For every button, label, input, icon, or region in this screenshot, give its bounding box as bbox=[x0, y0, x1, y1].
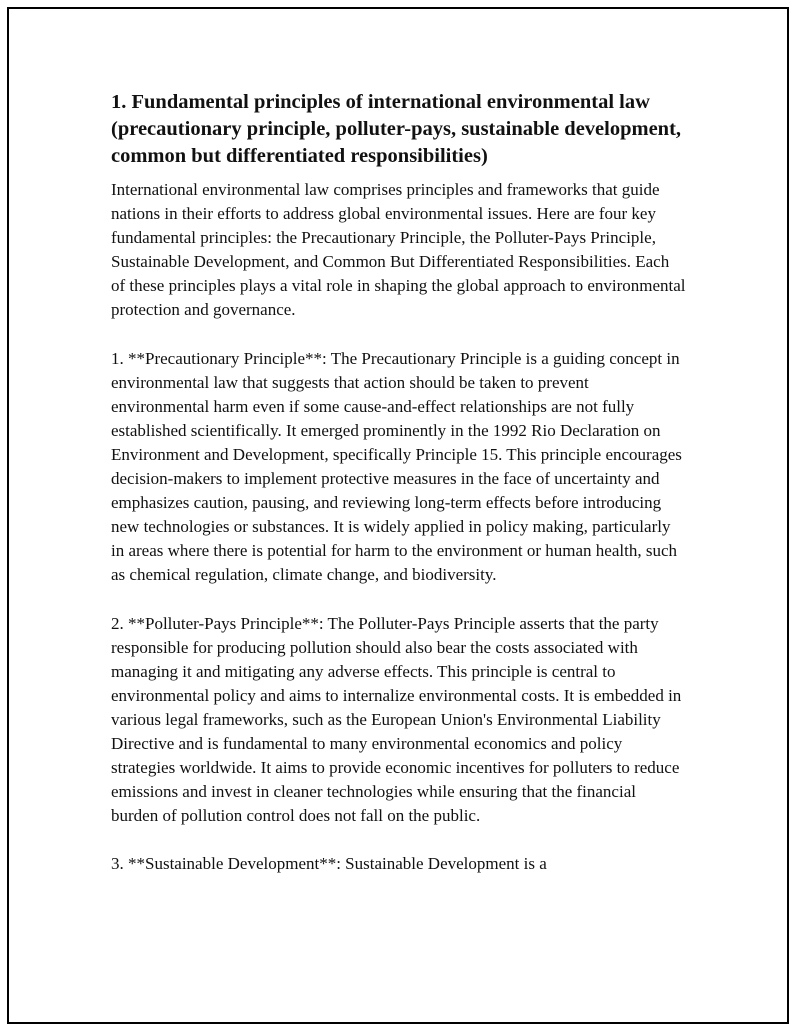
intro-paragraph: International environmental law comprises principles and frameworks that guide nations in their efforts to address global environmental issues. Here are four key fundamental principles: the Precautionary Principle, the Polluter-Pays Principle, Sustainable Development, and Common But Differentiated Responsibilities. Each of these principles plays a vital role in shaping the global approach to environmental protection and governance. bbox=[111, 180, 686, 320]
section-heading: 1. Fundamental principles of international environmental law (precautionary principle, polluter-pays, sustainable development, common but differentiated responsibilities) bbox=[111, 91, 682, 167]
polluter-pays-paragraph: 2. **Polluter-Pays Principle**: The Polluter-Pays Principle asserts that the party responsible for producing pollution should also bear the costs associated with managing it and mitigating any adverse effects. This principle is central to environmental policy and aims to internalize environmental costs. It is embedded in various legal frameworks, such as the European Union's Environmental Liability Directive and is fundamental to many environmental economics and policy strategies worldwide. It aims to provide economic incentives for polluters to reduce emissions and invest in cleaner technologies while ensuring that the financial burden of pollution control does not fall on the public. bbox=[111, 613, 682, 826]
document-body bbox=[111, 89, 687, 900]
sustainable-development-paragraph: 3. **Sustainable Development**: Sustainable Development is a bbox=[111, 854, 547, 874]
precautionary-principle-paragraph: 1. **Precautionary Principle**: The Precautionary Principle is a guiding concept in environmental law that suggests that action should be taken to prevent environmental harm even if some cause-and-effect relationships are not fully established scientifically. It emerged prominently in the 1992 Rio Declaration on Environment and Development, specifically Principle 15. This principle encourages decision-makers to implement protective measures in the face of uncertainty and emphasizes caution, pausing, and reviewing long-term effects before introducing new technologies or substances. It is widely applied in policy making, particularly in areas where there is potential for harm to the environment or human health, such as chemical regulation, climate change, and biodiversity. bbox=[111, 348, 682, 585]
